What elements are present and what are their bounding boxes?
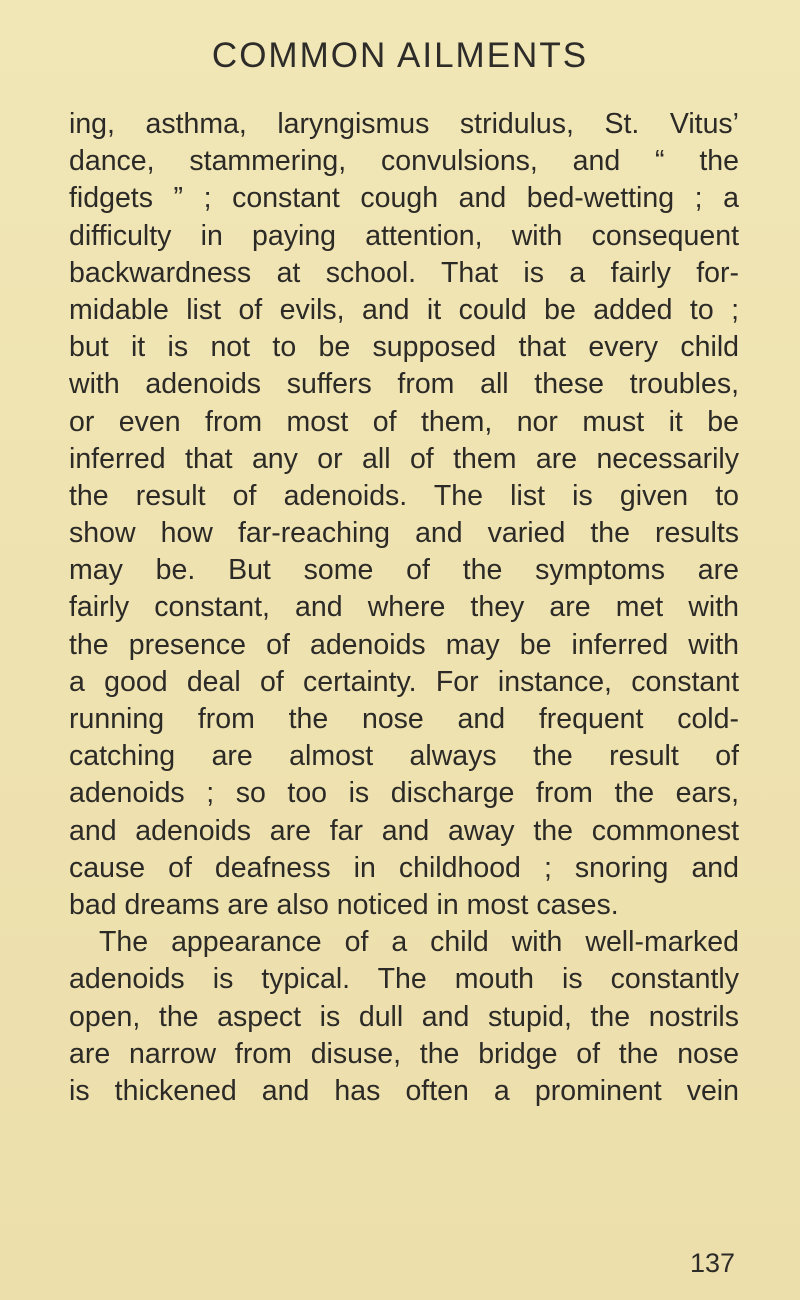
text-line: adenoids is typical. The mouth is constantly: [69, 963, 739, 996]
page-number: 137: [689, 1248, 735, 1278]
body-text: [69, 106, 739, 1110]
text-line: cause of deafness in childhood ; snoring and: [69, 851, 739, 884]
text-line: midable list of evils, and it could be added to ;: [69, 293, 739, 326]
text-line: backwardness at school. That is a fairly for-: [69, 256, 739, 289]
text-line: adenoids ; so too is discharge from the ears,: [69, 777, 739, 810]
text-line: open, the aspect is dull and stupid, the nostrils: [69, 1000, 739, 1033]
text-line: fidgets ” ; constant cough and bed-wetting ; a: [69, 182, 739, 215]
text-line: dance, stammering, convulsions, and “ the: [69, 145, 739, 178]
text-line: bad dreams are also noticed in most cases.: [69, 888, 619, 921]
text-line: is thickened and has often a prominent vein: [69, 1074, 739, 1107]
text-line: show how far-reaching and varied the results: [69, 517, 739, 550]
text-line: a good deal of certainty. For instance, constant: [69, 665, 739, 698]
text-line: but it is not to be supposed that every child: [69, 331, 739, 364]
text-line: with adenoids suffers from all these troubles,: [69, 368, 739, 401]
text-line: catching are almost always the result of: [69, 740, 739, 773]
text-line: and adenoids are far and away the commonest: [69, 814, 739, 847]
text-line: fairly constant, and where they are met with: [69, 591, 739, 624]
text-line: or even from most of them, nor must it be: [69, 405, 739, 438]
text-line: difficulty in paying attention, with consequent: [69, 219, 739, 252]
text-line: the presence of adenoids may be inferred with: [69, 628, 739, 661]
text-line: inferred that any or all of them are necessarily: [69, 442, 739, 475]
text-line: are narrow from disuse, the bridge of the nose: [69, 1037, 739, 1070]
text-line: may be. But some of the symptoms are: [69, 554, 739, 587]
paragraph-first-line: The appearance of a child with well-marked: [99, 926, 739, 959]
text-line: running from the nose and frequent cold-: [69, 703, 739, 735]
text-line: ing, asthma, laryngismus stridulus, St. Vitus’: [69, 108, 739, 140]
running-head: COMMON AILMENTS: [211, 36, 589, 75]
text-line: the result of adenoids. The list is given to: [69, 479, 739, 512]
